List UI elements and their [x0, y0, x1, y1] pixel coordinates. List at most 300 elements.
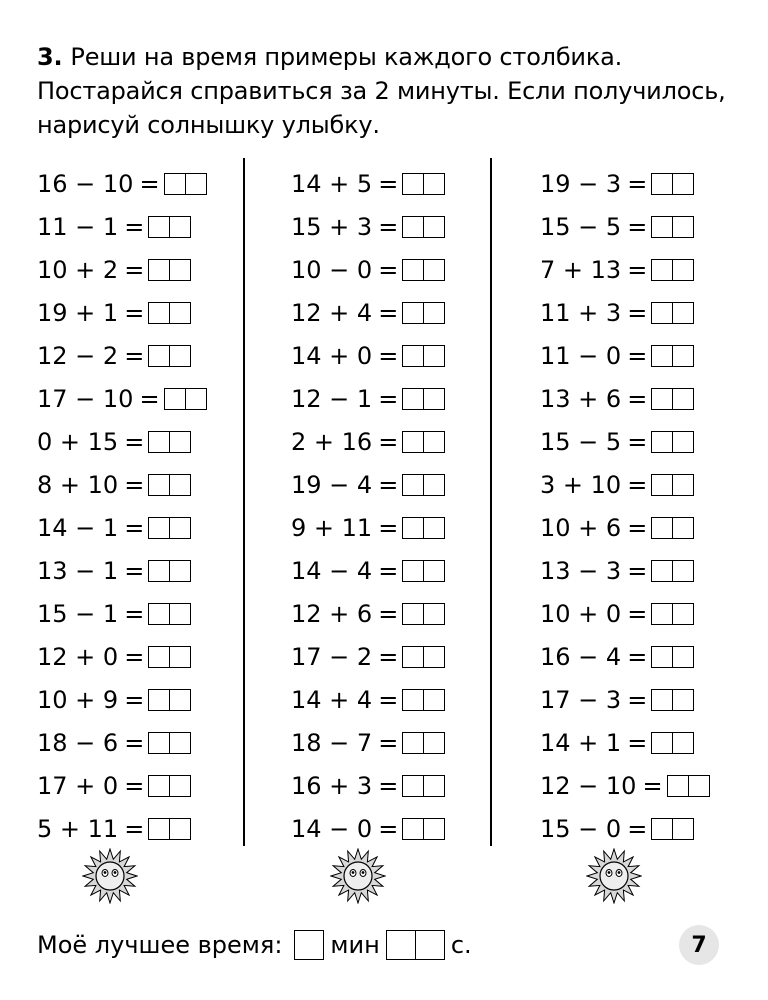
- problem-row: [540, 463, 710, 506]
- answer-box[interactable]: [651, 216, 673, 238]
- answer-box[interactable]: [402, 259, 424, 281]
- answer-box[interactable]: [402, 173, 424, 195]
- equals-sign: =: [124, 556, 145, 585]
- equals-sign: =: [627, 556, 648, 585]
- problem-expression: 19 + 1: [37, 298, 119, 327]
- answer-box[interactable]: [424, 775, 445, 797]
- answer-box[interactable]: [170, 517, 191, 539]
- problem-expression: 9 + 11: [291, 513, 373, 542]
- answer-box[interactable]: [170, 259, 191, 281]
- answer-boxes: [402, 560, 445, 582]
- answer-box[interactable]: [673, 560, 694, 582]
- problem-expression: 13 − 3: [540, 556, 622, 585]
- answer-box[interactable]: [651, 646, 673, 668]
- answer-box[interactable]: [402, 431, 424, 453]
- answer-box[interactable]: [170, 216, 191, 238]
- answer-boxes: [148, 560, 191, 582]
- answer-box[interactable]: [673, 732, 694, 754]
- problem-row: [37, 721, 207, 764]
- problem-row: [291, 291, 445, 334]
- answer-box[interactable]: [148, 775, 170, 797]
- answer-box[interactable]: [651, 259, 673, 281]
- answer-box[interactable]: [424, 732, 445, 754]
- equals-sign: =: [378, 513, 399, 542]
- equals-sign: =: [378, 556, 399, 585]
- problem-column-3: [540, 162, 710, 850]
- equals-sign: =: [627, 255, 648, 284]
- answer-box[interactable]: [424, 345, 445, 367]
- problem-row: [37, 678, 207, 721]
- problem-expression: 18 − 6: [37, 728, 119, 757]
- problem-row: [37, 549, 207, 592]
- answer-box[interactable]: [186, 173, 207, 195]
- answer-boxes: [651, 603, 694, 625]
- answer-box[interactable]: [673, 689, 694, 711]
- problem-expression: 0 + 15: [37, 427, 119, 456]
- answer-boxes: [402, 732, 445, 754]
- answer-boxes: [651, 560, 694, 582]
- answer-box[interactable]: [673, 259, 694, 281]
- answer-box[interactable]: [402, 560, 424, 582]
- answer-box[interactable]: [673, 431, 694, 453]
- task-text: Реши на время примеры каждого столбика. Постарайся справиться за 2 минуты. Если получилось, нарисуй солнышку улыбку.: [37, 43, 726, 139]
- equals-sign: =: [627, 599, 648, 628]
- answer-box[interactable]: [424, 818, 445, 840]
- answer-box[interactable]: [673, 646, 694, 668]
- problem-row: [540, 807, 710, 850]
- answer-box[interactable]: [402, 689, 424, 711]
- problem-row: [37, 807, 207, 850]
- problem-row: [37, 420, 207, 463]
- problem-expression: 12 + 6: [291, 599, 373, 628]
- problem-expression: 12 − 10: [540, 771, 637, 800]
- problem-row: [540, 162, 710, 205]
- answer-boxes: [667, 775, 710, 797]
- problem-row: [37, 463, 207, 506]
- equals-sign: =: [124, 685, 145, 714]
- equals-sign: =: [627, 814, 648, 843]
- problem-row: [540, 506, 710, 549]
- problem-row: [540, 420, 710, 463]
- problem-expression: 13 + 6: [540, 384, 622, 413]
- problem-row: [540, 764, 710, 807]
- problem-row: [291, 721, 445, 764]
- answer-boxes: [651, 173, 694, 195]
- equals-sign: =: [378, 169, 399, 198]
- answer-boxes: [402, 603, 445, 625]
- answer-box[interactable]: [402, 302, 424, 324]
- answer-boxes: [164, 173, 207, 195]
- equals-sign: =: [124, 298, 145, 327]
- answer-box[interactable]: [148, 345, 170, 367]
- answer-box[interactable]: [148, 216, 170, 238]
- problem-row: [37, 205, 207, 248]
- answer-box[interactable]: [424, 216, 445, 238]
- answer-box[interactable]: [651, 818, 673, 840]
- answer-box[interactable]: [170, 775, 191, 797]
- problem-row: [291, 162, 445, 205]
- problem-row: [37, 592, 207, 635]
- equals-sign: =: [627, 728, 648, 757]
- problem-expression: 13 − 1: [37, 556, 119, 585]
- answer-box[interactable]: [651, 474, 673, 496]
- answer-boxes: [402, 259, 445, 281]
- problem-expression: 10 − 0: [291, 255, 373, 284]
- answer-boxes: [148, 345, 191, 367]
- answer-boxes: [148, 474, 191, 496]
- answer-boxes: [651, 345, 694, 367]
- answer-boxes: [651, 689, 694, 711]
- equals-sign: =: [378, 427, 399, 456]
- seconds-answer-boxes: [386, 930, 445, 960]
- equals-sign: =: [124, 771, 145, 800]
- equals-sign: =: [378, 642, 399, 671]
- answer-boxes: [148, 259, 191, 281]
- problem-expression: 17 − 10: [37, 384, 134, 413]
- problem-row: [540, 291, 710, 334]
- problem-column-1: [37, 162, 207, 850]
- task-instruction: [37, 40, 737, 142]
- answer-box[interactable]: [424, 603, 445, 625]
- problem-expression: 15 − 5: [540, 427, 622, 456]
- equals-sign: =: [627, 341, 648, 370]
- problem-expression: 2 + 16: [291, 427, 373, 456]
- problem-expression: 19 − 4: [291, 470, 373, 499]
- problem-row: [37, 291, 207, 334]
- problem-expression: 16 − 4: [540, 642, 622, 671]
- answer-box[interactable]: [170, 603, 191, 625]
- problem-expression: 17 − 3: [540, 685, 622, 714]
- answer-box[interactable]: [651, 603, 673, 625]
- seconds-answer-box[interactable]: [416, 930, 445, 960]
- answer-box[interactable]: [148, 732, 170, 754]
- answer-box[interactable]: [148, 259, 170, 281]
- problem-row: [540, 635, 710, 678]
- answer-box[interactable]: [651, 517, 673, 539]
- answer-box[interactable]: [651, 560, 673, 582]
- problem-expression: 11 − 1: [37, 212, 119, 241]
- answer-boxes: [651, 302, 694, 324]
- problem-expression: 10 + 0: [540, 599, 622, 628]
- problem-expression: 8 + 10: [37, 470, 119, 499]
- answer-box[interactable]: [424, 173, 445, 195]
- answer-box[interactable]: [170, 732, 191, 754]
- answer-box[interactable]: [651, 173, 673, 195]
- problem-row: [291, 506, 445, 549]
- answer-box[interactable]: [148, 603, 170, 625]
- answer-box[interactable]: [170, 431, 191, 453]
- problem-expression: 15 − 0: [540, 814, 622, 843]
- answer-box[interactable]: [673, 345, 694, 367]
- equals-sign: =: [642, 771, 663, 800]
- answer-boxes: [164, 388, 207, 410]
- answer-box[interactable]: [651, 689, 673, 711]
- answer-box[interactable]: [651, 431, 673, 453]
- problem-row: [291, 420, 445, 463]
- answer-box[interactable]: [148, 560, 170, 582]
- equals-sign: =: [627, 685, 648, 714]
- answer-boxes: [402, 646, 445, 668]
- answer-boxes: [402, 775, 445, 797]
- problem-expression: 17 − 2: [291, 642, 373, 671]
- answer-boxes: [402, 216, 445, 238]
- page-number: 7: [679, 925, 719, 965]
- problem-row: [37, 635, 207, 678]
- equals-sign: =: [124, 212, 145, 241]
- answer-box[interactable]: [148, 302, 170, 324]
- seconds-unit: с.: [450, 931, 472, 959]
- problem-expression: 12 + 4: [291, 298, 373, 327]
- problem-row: [540, 678, 710, 721]
- problem-expression: 17 + 0: [37, 771, 119, 800]
- problem-row: [540, 721, 710, 764]
- problem-row: [291, 678, 445, 721]
- answer-box[interactable]: [402, 517, 424, 539]
- minutes-unit: мин: [330, 931, 380, 959]
- problem-expression: 10 + 6: [540, 513, 622, 542]
- answer-box[interactable]: [170, 345, 191, 367]
- answer-boxes: [402, 474, 445, 496]
- answer-boxes: [148, 818, 191, 840]
- equals-sign: =: [627, 427, 648, 456]
- answer-box[interactable]: [424, 517, 445, 539]
- problem-expression: 11 − 0: [540, 341, 622, 370]
- sun-face-icon[interactable]: [82, 848, 138, 904]
- answer-boxes: [402, 345, 445, 367]
- answer-box[interactable]: [651, 388, 673, 410]
- answer-box[interactable]: [651, 302, 673, 324]
- equals-sign: =: [378, 384, 399, 413]
- answer-box[interactable]: [402, 388, 424, 410]
- problem-row: [540, 592, 710, 635]
- answer-box[interactable]: [673, 302, 694, 324]
- answer-box[interactable]: [673, 173, 694, 195]
- equals-sign: =: [378, 212, 399, 241]
- answer-boxes: [148, 732, 191, 754]
- answer-box[interactable]: [170, 818, 191, 840]
- answer-boxes: [651, 517, 694, 539]
- equals-sign: =: [139, 384, 160, 413]
- answer-boxes: [651, 818, 694, 840]
- problem-expression: 11 + 3: [540, 298, 622, 327]
- problem-row: [37, 162, 207, 205]
- problem-row: [540, 377, 710, 420]
- equals-sign: =: [627, 212, 648, 241]
- problem-expression: 14 + 0: [291, 341, 373, 370]
- problem-row: [37, 334, 207, 377]
- equals-sign: =: [124, 728, 145, 757]
- answer-box[interactable]: [673, 603, 694, 625]
- minutes-answer-box[interactable]: [294, 930, 324, 960]
- answer-box[interactable]: [402, 216, 424, 238]
- equals-sign: =: [378, 255, 399, 284]
- answer-box[interactable]: [170, 474, 191, 496]
- answer-box[interactable]: [424, 388, 445, 410]
- problem-expression: 16 + 3: [291, 771, 373, 800]
- answer-box[interactable]: [651, 345, 673, 367]
- answer-boxes: [651, 388, 694, 410]
- problem-expression: 14 + 1: [540, 728, 622, 757]
- problem-expression: 15 − 1: [37, 599, 119, 628]
- problem-row: [291, 807, 445, 850]
- answer-box[interactable]: [673, 818, 694, 840]
- answer-boxes: [148, 302, 191, 324]
- equals-sign: =: [627, 169, 648, 198]
- answer-box[interactable]: [424, 302, 445, 324]
- answer-box[interactable]: [148, 431, 170, 453]
- answer-boxes: [651, 646, 694, 668]
- equals-sign: =: [124, 427, 145, 456]
- problem-expression: 12 − 1: [291, 384, 373, 413]
- problem-row: [291, 377, 445, 420]
- answer-boxes: [148, 431, 191, 453]
- problem-expression: 14 − 4: [291, 556, 373, 585]
- answer-box[interactable]: [424, 560, 445, 582]
- problem-expression: 15 + 3: [291, 212, 373, 241]
- answer-boxes: [148, 689, 191, 711]
- answer-boxes: [651, 259, 694, 281]
- answer-box[interactable]: [402, 646, 424, 668]
- equals-sign: =: [124, 255, 145, 284]
- answer-box[interactable]: [424, 431, 445, 453]
- answer-boxes: [402, 388, 445, 410]
- answer-box[interactable]: [170, 560, 191, 582]
- problem-expression: 10 + 9: [37, 685, 119, 714]
- equals-sign: =: [378, 341, 399, 370]
- equals-sign: =: [627, 298, 648, 327]
- answer-box[interactable]: [689, 775, 710, 797]
- answer-box[interactable]: [424, 646, 445, 668]
- problem-row: [37, 506, 207, 549]
- problem-expression: 15 − 5: [540, 212, 622, 241]
- equals-sign: =: [124, 814, 145, 843]
- answer-boxes: [402, 517, 445, 539]
- answer-box[interactable]: [402, 603, 424, 625]
- answer-box[interactable]: [673, 388, 694, 410]
- problem-expression: 19 − 3: [540, 169, 622, 198]
- equals-sign: =: [627, 642, 648, 671]
- problem-expression: 3 + 10: [540, 470, 622, 499]
- problem-expression: 16 − 10: [37, 169, 134, 198]
- answer-box[interactable]: [148, 517, 170, 539]
- equals-sign: =: [124, 513, 145, 542]
- answer-box[interactable]: [402, 732, 424, 754]
- answer-boxes: [651, 216, 694, 238]
- problem-expression: 10 + 2: [37, 255, 119, 284]
- answer-box[interactable]: [170, 646, 191, 668]
- problem-row: [291, 592, 445, 635]
- problem-row: [37, 764, 207, 807]
- equals-sign: =: [124, 341, 145, 370]
- equals-sign: =: [378, 470, 399, 499]
- equals-sign: =: [378, 728, 399, 757]
- equals-sign: =: [627, 384, 648, 413]
- answer-box[interactable]: [148, 818, 170, 840]
- problem-expression: 12 + 0: [37, 642, 119, 671]
- problem-expression: 5 + 11: [37, 814, 119, 843]
- answer-boxes: [402, 302, 445, 324]
- answer-box[interactable]: [424, 474, 445, 496]
- problem-row: [540, 205, 710, 248]
- equals-sign: =: [378, 771, 399, 800]
- equals-sign: =: [378, 298, 399, 327]
- equals-sign: =: [378, 814, 399, 843]
- answer-box[interactable]: [186, 388, 207, 410]
- answer-box[interactable]: [673, 474, 694, 496]
- answer-box[interactable]: [170, 302, 191, 324]
- answer-box[interactable]: [651, 732, 673, 754]
- equals-sign: =: [378, 685, 399, 714]
- problem-row: [291, 635, 445, 678]
- answer-box[interactable]: [170, 689, 191, 711]
- answer-boxes: [148, 517, 191, 539]
- answer-box[interactable]: [673, 517, 694, 539]
- answer-box[interactable]: [164, 388, 186, 410]
- answer-boxes: [651, 431, 694, 453]
- problem-expression: 14 − 0: [291, 814, 373, 843]
- problem-row: [291, 463, 445, 506]
- seconds-answer-box[interactable]: [386, 930, 416, 960]
- answer-boxes: [148, 603, 191, 625]
- answer-box[interactable]: [402, 345, 424, 367]
- problem-row: [291, 248, 445, 291]
- answer-boxes: [402, 431, 445, 453]
- equals-sign: =: [124, 599, 145, 628]
- equals-sign: =: [627, 470, 648, 499]
- answer-box[interactable]: [148, 474, 170, 496]
- answer-boxes: [651, 732, 694, 754]
- problem-expression: 18 − 7: [291, 728, 373, 757]
- best-time-label: Моё лучшее время:: [37, 931, 283, 959]
- answer-box[interactable]: [148, 689, 170, 711]
- answer-boxes: [148, 775, 191, 797]
- problem-row: [291, 334, 445, 377]
- answer-box[interactable]: [424, 259, 445, 281]
- problem-row: [37, 377, 207, 420]
- answer-box[interactable]: [402, 474, 424, 496]
- answer-boxes: [148, 646, 191, 668]
- answer-box[interactable]: [148, 646, 170, 668]
- answer-box[interactable]: [164, 173, 186, 195]
- problem-expression: 14 + 4: [291, 685, 373, 714]
- answer-box[interactable]: [424, 689, 445, 711]
- answer-boxes: [402, 818, 445, 840]
- column-divider: [243, 158, 245, 846]
- problem-expression: 14 − 1: [37, 513, 119, 542]
- answer-box[interactable]: [402, 775, 424, 797]
- answer-box[interactable]: [667, 775, 689, 797]
- column-divider: [490, 158, 492, 846]
- problem-row: [540, 549, 710, 592]
- equals-sign: =: [627, 513, 648, 542]
- answer-box[interactable]: [402, 818, 424, 840]
- problem-row: [291, 764, 445, 807]
- problem-row: [37, 248, 207, 291]
- answer-boxes: [651, 474, 694, 496]
- problem-row: [540, 334, 710, 377]
- answer-boxes: [402, 689, 445, 711]
- sun-face-icon[interactable]: [330, 848, 386, 904]
- answer-boxes: [148, 216, 191, 238]
- problem-column-2: [291, 162, 445, 850]
- answer-boxes: [402, 173, 445, 195]
- sun-face-icon[interactable]: [586, 848, 642, 904]
- problem-expression: 12 − 2: [37, 341, 119, 370]
- answer-box[interactable]: [673, 216, 694, 238]
- problem-row: [540, 248, 710, 291]
- equals-sign: =: [124, 642, 145, 671]
- problem-expression: 14 + 5: [291, 169, 373, 198]
